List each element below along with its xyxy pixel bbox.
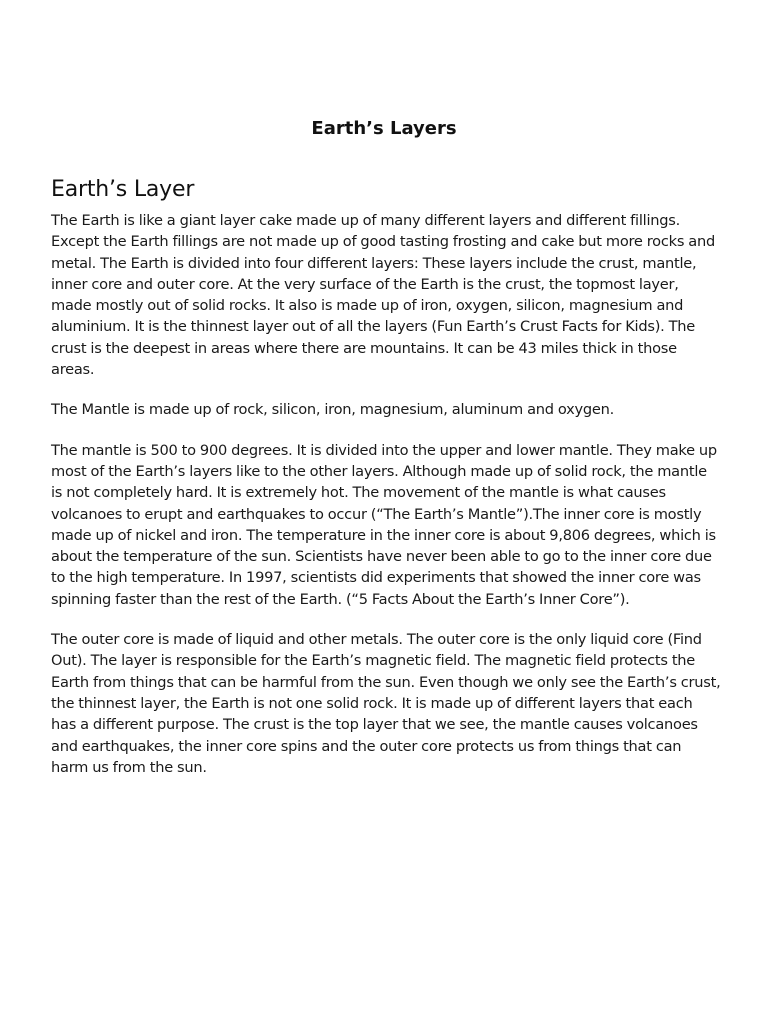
document-body bbox=[51, 174, 721, 797]
paragraph-crust: The Earth is like a giant layer cake made up of many different layers and different fillings. Except the Earth fillings are not made up of good tasting frosting and cake but more rocks and metal. The Earth is divided into four different layers: These layers include the crust, mantle, inner core and outer core. At the very surface of the Earth is the crust, the topmost layer, made mostly out of solid rocks. It also is made up of iron, oxygen, silicon, magnesium and aluminium. It is the thinnest layer out of all the layers (Fun Earth’s Crust Facts for Kids). The crust is the deepest in areas where there are mountains. It can be 43 miles thick in those areas. bbox=[51, 212, 715, 379]
paragraph-mantle-inner-core: The mantle is 500 to 900 degrees. It is divided into the upper and lower mantle. They make up most of the Earth’s layers like to the other layers. Although made up of solid rock, the mantle is not completely hard. It is extremely hot. The movement of the mantle is what causes volcanoes to erupt and earthquakes to occur (“The Earth’s Mantle”).The inner core is mostly made up of nickel and iron. The temperature in the inner core is about 9,806 degrees, which is about the temperature of the sun. Scientists have never been able to go to the inner core due to the high temperature. In 1997, scientists did experiments that showed the inner core was spinning faster than the rest of the Earth. (“5 Facts About the Earth’s Inner Core”). bbox=[51, 441, 717, 608]
paragraph-outer-core: The outer core is made of liquid and other metals. The outer core is the only liquid core (Find Out). The layer is responsible for the Earth’s magnetic field. The magnetic field protects the Earth from things that can be harmful from the sun. Even though we only see the Earth’s crust, the thinnest layer, the Earth is not one solid rock. It is made up of different layers that each has a different purpose. The crust is the top layer that we see, the mantle causes volcanoes and earthquakes, the inner core spins and the outer core protects us from things that can harm us from the sun. bbox=[51, 631, 721, 776]
paragraph-mantle-composition: The Mantle is made up of rock, silicon, iron, magnesium, aluminum and oxygen. bbox=[51, 401, 615, 419]
document-title: Earth’s Layers bbox=[311, 118, 457, 139]
section-heading: Earth’s Layer bbox=[51, 177, 195, 202]
